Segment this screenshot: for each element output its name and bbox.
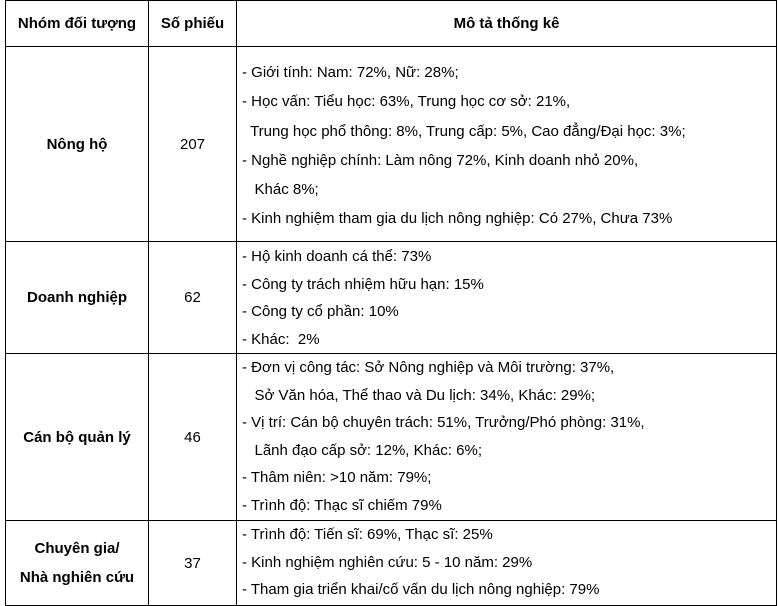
count-cell: 37 bbox=[149, 521, 237, 606]
group-label: Doanh nghiệp bbox=[27, 289, 127, 306]
description-line: Khác 8%; bbox=[242, 181, 319, 199]
description-line: - Giới tính: Nam: 72%, Nữ: 28%; bbox=[242, 64, 459, 81]
description-line: Trung học phổ thông: 8%, Trung cấp: 5%, Cao đẳng/Đại học: 3%; bbox=[242, 122, 686, 140]
description-line: - Đơn vị công tác: Sở Nông nghiệp và Môi trường: 37%, bbox=[242, 359, 615, 376]
description-cell bbox=[237, 521, 777, 606]
description-line: - Trình độ: Tiến sĩ: 69%, Thạc sĩ: 25% bbox=[242, 526, 493, 543]
header-description: Mô tả thống kê bbox=[237, 1, 777, 47]
table-row bbox=[6, 242, 777, 354]
description-line: - Khác: 2% bbox=[242, 330, 320, 348]
description-cell bbox=[237, 354, 777, 521]
statistics-table bbox=[5, 0, 777, 606]
group-label: Nông hộ bbox=[46, 135, 108, 153]
count-cell: 46 bbox=[149, 354, 237, 521]
group-label: Nhà nghiên cứu bbox=[19, 569, 135, 586]
group-cell bbox=[6, 242, 149, 354]
group-cell bbox=[6, 354, 149, 521]
description-line: - Tham gia triển khai/cố vấn du lịch nông nghiệp: 79% bbox=[242, 581, 600, 598]
description-line: - Vị trí: Cán bộ chuyên trách: 51%, Trưởng/Phó phòng: 31%, bbox=[242, 414, 645, 431]
count-cell: 62 bbox=[149, 242, 237, 354]
table-row bbox=[6, 47, 777, 242]
description-line: Sở Văn hóa, Thể thao và Du lịch: 34%, Khác: 29%; bbox=[242, 386, 596, 404]
header-row bbox=[6, 1, 777, 47]
table-row bbox=[6, 354, 777, 521]
header-count: Số phiếu bbox=[149, 1, 237, 47]
group-cell bbox=[6, 521, 149, 606]
count-cell: 207 bbox=[149, 47, 237, 242]
description-line: Lãnh đạo cấp sở: 12%, Khác: 6%; bbox=[242, 441, 482, 459]
group-cell bbox=[6, 47, 149, 242]
description-line: - Kinh nghiệm nghiên cứu: 5 - 10 năm: 29% bbox=[242, 553, 533, 571]
description-line: - Kinh nghiệm tham gia du lịch nông nghiệp: Có 27%, Chưa 73% bbox=[242, 210, 673, 228]
description-cell bbox=[237, 242, 777, 354]
description-cell bbox=[237, 47, 777, 242]
description-line: - Trình độ: Thạc sĩ chiếm 79% bbox=[242, 496, 442, 514]
description-line: - Hộ kinh doanh cá thể: 73% bbox=[242, 248, 432, 265]
description-line: - Công ty trách nhiệm hữu hạn: 15% bbox=[242, 275, 484, 293]
group-label: Chuyên gia/ bbox=[34, 540, 120, 557]
group-label: Cán bộ quản lý bbox=[23, 428, 131, 446]
header-group: Nhóm đối tượng bbox=[6, 1, 149, 47]
description-line: - Thâm niên: >10 năm: 79%; bbox=[242, 469, 432, 486]
description-line: - Công ty cổ phần: 10% bbox=[242, 303, 399, 320]
description-line: - Nghề nghiệp chính: Làm nông 72%, Kinh doanh nhỏ 20%, bbox=[242, 151, 639, 169]
description-line: - Học vấn: Tiểu học: 63%, Trung học cơ sở: 21%, bbox=[242, 93, 571, 111]
table-row bbox=[6, 521, 777, 606]
